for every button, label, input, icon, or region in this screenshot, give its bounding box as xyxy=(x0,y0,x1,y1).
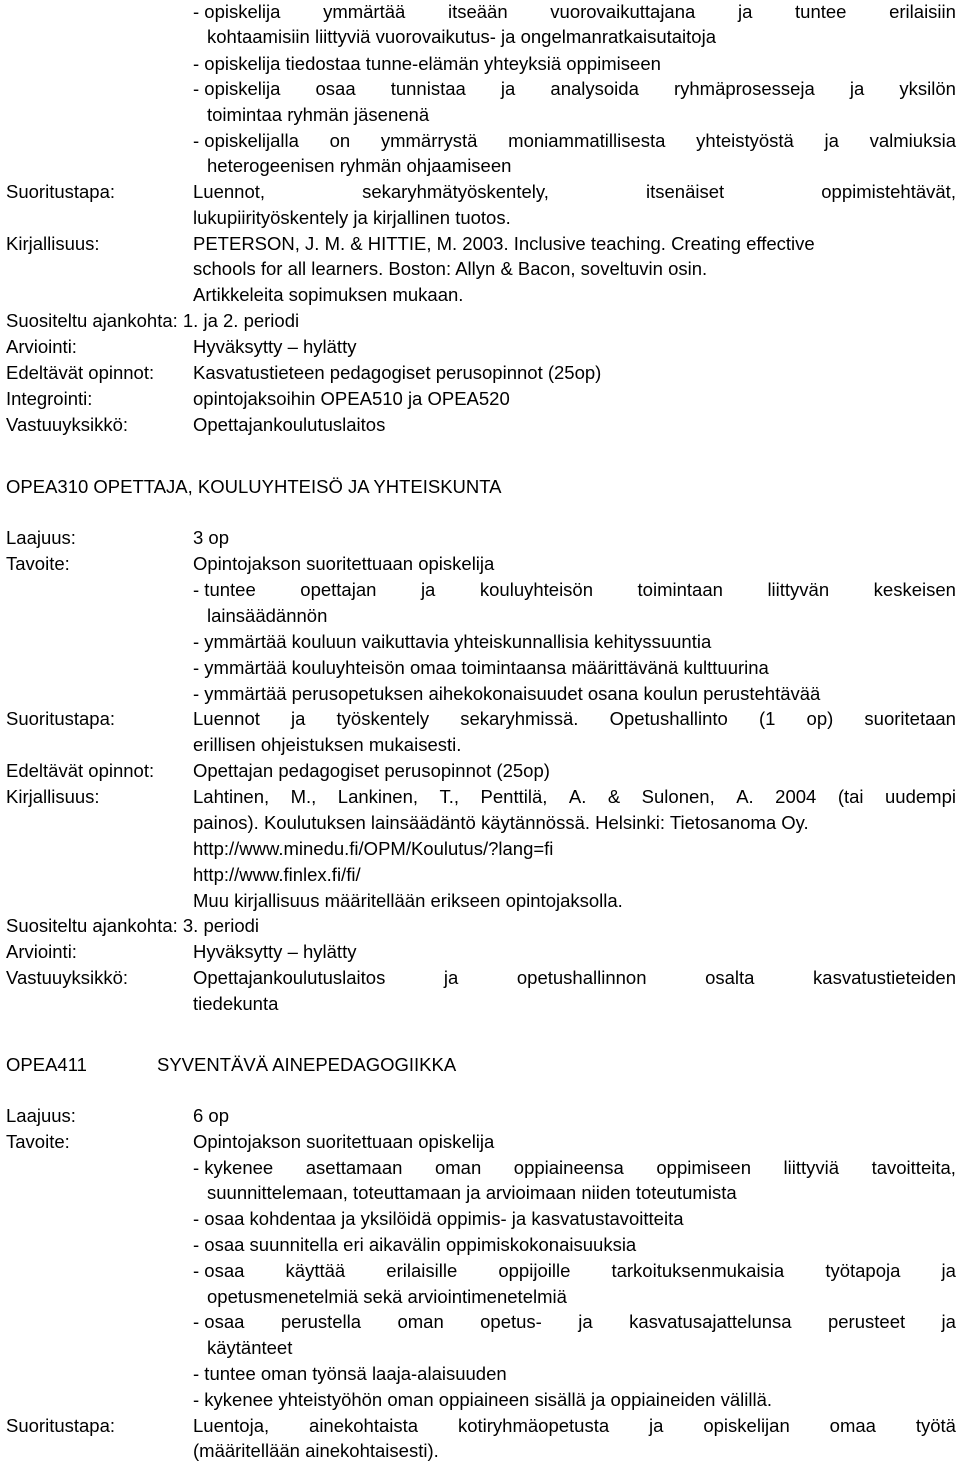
vastuuyksikko-value: Opettajankoulutuslaitos xyxy=(193,414,386,435)
goal-line: suunnittelemaan, toteuttamaan ja arvioimaan niiden toteutumista xyxy=(207,1182,737,1203)
suoritustapa-value: (määritellään ainekohtaisesti). xyxy=(193,1440,439,1461)
arviointi-value: Hyväksytty – hylätty xyxy=(193,941,357,962)
goal-line xyxy=(193,1159,956,1178)
word: tuntee xyxy=(795,1,847,22)
word: A. xyxy=(736,786,754,807)
word: A. xyxy=(568,786,587,807)
kirjallisuus-line: painos). Koulutuksen lainsäädäntö käytännössä. Helsinki: Tietosanoma Oy. xyxy=(193,812,809,833)
word: - opiskelija xyxy=(193,1,281,22)
kirjallisuus-link-finlex: http://www.finlex.fi/fi/ xyxy=(193,864,361,885)
suoritustapa-value xyxy=(193,183,956,202)
word: Penttilä, xyxy=(480,786,548,807)
word: ja xyxy=(824,130,839,151)
word: asettamaan xyxy=(305,1157,403,1178)
word: tunnistaa xyxy=(390,78,466,99)
word: ja xyxy=(500,78,516,99)
word: ymmärtää xyxy=(323,1,406,22)
goal-line: toimintaa ryhmän jäsenenä xyxy=(207,104,430,125)
word: omaa xyxy=(829,1415,876,1436)
word: ja xyxy=(649,1415,664,1436)
field-label-suoritustapa: Suoritustapa: xyxy=(6,1415,116,1436)
word: oman xyxy=(434,1157,482,1178)
word: oman xyxy=(397,1311,444,1332)
word: käyttää xyxy=(285,1260,346,1281)
field-label-vastuuyksikko: Vastuuyksikkö: xyxy=(6,967,129,988)
word: ymmärrystä xyxy=(380,130,478,151)
field-label-integrointi: Integrointi: xyxy=(6,388,93,409)
word: Lahtinen, xyxy=(193,786,270,807)
word: opiskelijan xyxy=(703,1415,790,1436)
word: opettajan xyxy=(300,579,377,600)
word: ryhmäprosesseja xyxy=(673,78,815,99)
word: opetushallinnon xyxy=(516,967,647,988)
word: ja xyxy=(420,579,436,600)
word: itsenäiset xyxy=(646,181,725,202)
word: kotiryhmäopetusta xyxy=(457,1415,610,1436)
word: moniammatillisesta xyxy=(508,130,666,151)
goal-line: opetusmenetelmiä sekä arviointimenetelmiä xyxy=(207,1286,567,1307)
goal-line: lainsäädännön xyxy=(207,605,328,626)
word: itseään xyxy=(447,1,508,22)
word: analysoida xyxy=(550,78,639,99)
word: Lankinen, xyxy=(337,786,419,807)
kirjallisuus-line xyxy=(193,788,956,807)
laajuus-value: 3 op xyxy=(193,527,230,548)
word: - opiskelijalla xyxy=(193,130,299,151)
goal-line xyxy=(193,3,956,22)
word: tavoitteita, xyxy=(871,1157,956,1178)
word: sekaryhmissä. xyxy=(460,708,579,729)
word: osaa xyxy=(315,78,356,99)
word: opetus- xyxy=(480,1311,542,1332)
ajankohta-line: Suositeltu ajankohta: 1. ja 2. periodi xyxy=(6,310,300,331)
word: Opetushallinto xyxy=(609,708,728,729)
word: Luennot xyxy=(193,708,260,729)
goal-line xyxy=(193,1313,956,1332)
kirjallisuus-link-minedu: http://www.minedu.fi/OPM/Koulutus/?lang=fi xyxy=(193,838,554,859)
word: erilaisiin xyxy=(889,1,956,22)
goal-line: - ymmärtää perusopetuksen aihekokonaisuudet osana koulun perustehtävää xyxy=(193,683,821,704)
word: suoritetaan xyxy=(864,708,956,729)
kirjallisuus-line: schools for all learners. Boston: Allyn & Bacon, soveltuvin osin. xyxy=(193,258,708,279)
goal-line: - osaa kohdentaa ja yksilöidä oppimis- ja kasvatustavoitteita xyxy=(193,1208,684,1229)
word: keskeisen xyxy=(873,579,956,600)
goal-line: - tuntee oman työnsä laaja-alaisuuden xyxy=(193,1363,507,1384)
word: - opiskelija xyxy=(193,78,281,99)
word: ja xyxy=(941,1260,956,1281)
word: ainekohtaista xyxy=(309,1415,419,1436)
word: osalta xyxy=(705,967,755,988)
field-label-arviointi: Arviointi: xyxy=(6,336,77,357)
word: kouluyhteisön xyxy=(479,579,594,600)
word: - osaa xyxy=(193,1260,245,1281)
course-heading: OPEA310 OPETTAJA, KOULUYHTEISÖ JA YHTEISKUNTA xyxy=(6,476,502,497)
word: 2004 xyxy=(775,786,817,807)
goal-line xyxy=(193,80,956,99)
word: oppiaineensa xyxy=(513,1157,624,1178)
word: työtä xyxy=(915,1415,956,1436)
goal-line: heterogeenisen ryhmän ohjaamiseen xyxy=(207,155,512,176)
edeltavat-value: Kasvatustieteen pedagogiset perusopinnot (25op) xyxy=(193,362,602,383)
course-code: OPEA411 xyxy=(6,1054,87,1075)
field-label-arviointi: Arviointi: xyxy=(6,941,77,962)
word: oppimistehtävät, xyxy=(821,181,956,202)
word: yhteistyöstä xyxy=(696,130,794,151)
word: - tuntee xyxy=(193,579,256,600)
word: Sulonen, xyxy=(641,786,715,807)
word: & xyxy=(607,786,621,807)
word: ja xyxy=(578,1311,593,1332)
goal-line: - ymmärtää kouluun vaikuttavia yhteiskunnallisia kehityssuuntia xyxy=(193,631,712,652)
word: tarkoituksenmukaisia xyxy=(611,1260,785,1281)
word: toimintaan xyxy=(637,579,723,600)
field-label-edeltavat: Edeltävät opinnot: xyxy=(6,760,155,781)
word: työtapoja xyxy=(825,1260,901,1281)
word: kasvatusajattelunsa xyxy=(629,1311,792,1332)
ajankohta-line: Suositeltu ajankohta: 3. periodi xyxy=(6,915,260,936)
word: op) xyxy=(806,708,834,729)
word: Luennot, xyxy=(193,181,266,202)
kirjallisuus-line: Artikkeleita sopimuksen mukaan. xyxy=(193,284,464,305)
word: (1 xyxy=(758,708,776,729)
field-label-suoritustapa: Suoritustapa: xyxy=(6,708,116,729)
word: on xyxy=(329,130,351,151)
suoritustapa-value xyxy=(193,710,956,729)
goal-line xyxy=(193,1262,956,1281)
edeltavat-value: Opettajan pedagogiset perusopinnot (25op) xyxy=(193,760,550,781)
word: liittyviä xyxy=(783,1157,840,1178)
word: yksilön xyxy=(899,78,956,99)
word: ja xyxy=(443,967,459,988)
word: oppimiseen xyxy=(656,1157,752,1178)
goal-line xyxy=(193,581,956,600)
course-title: SYVENTÄVÄ AINEPEDAGOGIIKKA xyxy=(157,1054,457,1075)
word: uudempi xyxy=(885,786,956,807)
suoritustapa-value xyxy=(193,1417,956,1436)
word: perustella xyxy=(280,1311,362,1332)
word: ja xyxy=(737,1,753,22)
word: työskentely xyxy=(336,708,430,729)
goal-line: - kykenee yhteistyöhön oman oppiaineen sisällä ja oppiaineiden välillä. xyxy=(193,1389,773,1410)
word: Luentoja, xyxy=(193,1415,270,1436)
word: perusteet xyxy=(827,1311,906,1332)
word: oppijoille xyxy=(498,1260,571,1281)
word: vuorovaikuttajana xyxy=(550,1,696,22)
integrointi-value: opintojaksoihin OPEA510 ja OPEA520 xyxy=(193,388,510,409)
goal-line: - ymmärtää kouluyhteisön omaa toimintaansa määrittävänä kulttuurina xyxy=(193,657,769,678)
word: sekaryhmätyöskentely, xyxy=(362,181,549,202)
word: M., xyxy=(290,786,317,807)
word: - kykenee xyxy=(193,1157,274,1178)
suoritustapa-value: lukupiirityöskentely ja kirjallinen tuotos. xyxy=(193,207,511,228)
field-label-tavoite: Tavoite: xyxy=(6,1131,70,1152)
kirjallisuus-line: PETERSON, J. M. & HITTIE, M. 2003. Inclusive teaching. Creating effective xyxy=(193,233,815,254)
word: ja xyxy=(849,78,865,99)
suoritustapa-value: erillisen ohjeistuksen mukaisesti. xyxy=(193,734,462,755)
word: ja xyxy=(941,1311,956,1332)
word: kasvatustieteiden xyxy=(813,967,956,988)
word: - osaa xyxy=(193,1311,245,1332)
field-label-vastuuyksikko: Vastuuyksikkö: xyxy=(6,414,129,435)
kirjallisuus-line: Muu kirjallisuus määritellään erikseen opintojaksolla. xyxy=(193,890,623,911)
word: (tai xyxy=(837,786,864,807)
word: Opettajankoulutuslaitos xyxy=(193,967,386,988)
field-label-edeltavat: Edeltävät opinnot: xyxy=(6,362,155,383)
field-label-laajuus: Laajuus: xyxy=(6,1105,76,1126)
field-label-kirjallisuus: Kirjallisuus: xyxy=(6,233,100,254)
goal-line: kohtaamisiin liittyviä vuorovaikutus- ja ongelmanratkaisutaitoja xyxy=(207,26,716,47)
goal-line: - opiskelija tiedostaa tunne-elämän yhteyksiä oppimiseen xyxy=(193,53,661,74)
field-label-tavoite: Tavoite: xyxy=(6,553,70,574)
field-label-suoritustapa: Suoritustapa: xyxy=(6,181,116,202)
word: valmiuksia xyxy=(869,130,956,151)
vastuuyksikko-value: tiedekunta xyxy=(193,993,279,1014)
tavoite-intro: Opintojakson suoritettuaan opiskelija xyxy=(193,1131,495,1152)
goal-line: käytänteet xyxy=(207,1337,293,1358)
word: liittyvän xyxy=(767,579,830,600)
field-label-laajuus: Laajuus: xyxy=(6,527,76,548)
tavoite-intro: Opintojakson suoritettuaan opiskelija xyxy=(193,553,495,574)
vastuuyksikko-value xyxy=(193,969,956,988)
word: erilaisille xyxy=(386,1260,458,1281)
goal-line: - osaa suunnitella eri aikavälin oppimiskokonaisuuksia xyxy=(193,1234,637,1255)
word: T., xyxy=(439,786,460,807)
laajuus-value: 6 op xyxy=(193,1105,230,1126)
arviointi-value: Hyväksytty – hylätty xyxy=(193,336,357,357)
word: ja xyxy=(291,708,306,729)
field-label-kirjallisuus: Kirjallisuus: xyxy=(6,786,100,807)
goal-line xyxy=(193,132,956,151)
